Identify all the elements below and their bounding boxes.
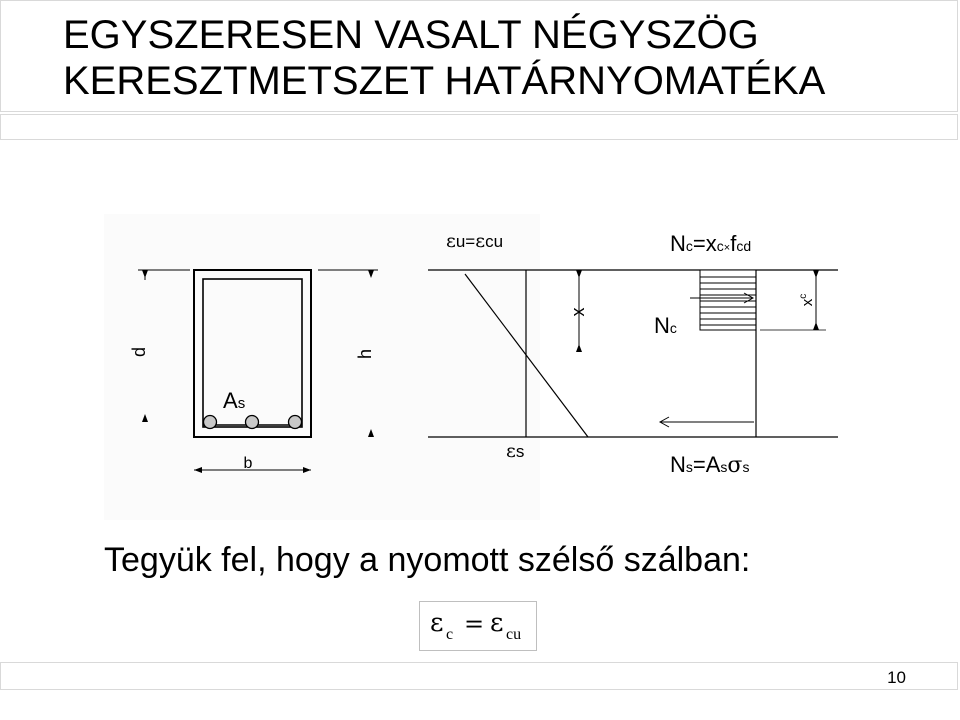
label-Ns-formula: Ns=Asσs: [670, 452, 750, 478]
rebar-right: [289, 416, 302, 429]
label-b: b: [243, 455, 253, 472]
slide-title-line-2: KERESZTMETSZET HATÁRNYOMATÉKA: [63, 59, 826, 103]
label-xc: $x^c$: [798, 293, 816, 307]
slide-subtitle: Tegyük fel, hogy a nyomott szélső szálban:: [104, 541, 751, 579]
rebar-middle: [246, 416, 259, 429]
label-eps-u: εu=εcu: [446, 230, 504, 252]
title-underline-band: [0, 114, 958, 140]
label-Nc: Nc: [654, 313, 677, 338]
dim-xc-arrow-bottom: [813, 322, 819, 330]
label-h: h: [355, 348, 375, 360]
label-d: d: [129, 346, 149, 358]
cross-section-diagram: [104, 214, 864, 534]
formula-sub-cu: cu: [506, 626, 522, 643]
rebar-left: [204, 416, 217, 429]
diagram-background: [104, 214, 540, 520]
label-x: x: [568, 307, 588, 317]
title-box: [0, 0, 958, 112]
label-eps-s: εs: [506, 440, 525, 462]
formula-box: [419, 601, 537, 651]
footer-band: [0, 662, 958, 690]
formula-epsilon-cu: ε: [490, 608, 504, 638]
dim-x-arrow-bottom: [576, 344, 582, 352]
dim-xc-arrow-top: [813, 270, 819, 278]
stress-block: [700, 270, 756, 330]
formula-equals: =: [464, 610, 485, 638]
formula-epsilon-c: ε: [430, 608, 444, 638]
label-As: As: [223, 388, 246, 413]
dim-x-arrow-top: [576, 270, 582, 278]
label-Nc-formula: Nc=xc×fcd: [670, 231, 752, 256]
slide-title-line-1: EGYSZERESEN VASALT NÉGYSZÖG: [63, 13, 759, 57]
page-number: 10: [887, 668, 906, 687]
formula-sub-c: c: [446, 626, 454, 643]
